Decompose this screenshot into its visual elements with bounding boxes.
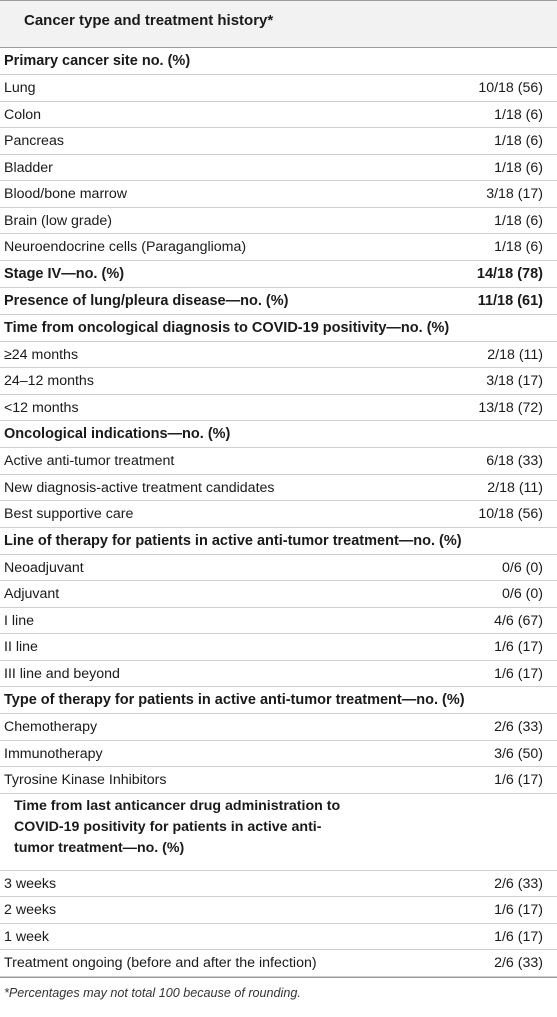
table-row xyxy=(0,714,557,741)
table-row xyxy=(0,342,557,369)
row-value: 14/18 (78) xyxy=(476,265,543,282)
section-row xyxy=(0,794,557,871)
row-label: <12 months xyxy=(4,399,79,416)
table-row xyxy=(0,634,557,661)
row-value: 1/6 (17) xyxy=(494,928,543,945)
row-label: I line xyxy=(4,612,34,629)
row-value: 3/18 (17) xyxy=(486,186,543,202)
table-row xyxy=(0,741,557,768)
row-label: Best supportive care xyxy=(4,506,134,522)
table-row xyxy=(0,448,557,475)
section-row xyxy=(0,48,557,75)
row-label: Colon xyxy=(4,106,42,123)
table-row xyxy=(0,871,557,898)
row-value: 1/6 (17) xyxy=(494,902,543,918)
table-row xyxy=(0,924,557,951)
row-value: 4/6 (67) xyxy=(494,612,543,629)
table-row xyxy=(0,128,557,155)
table-row xyxy=(0,234,557,261)
table-row xyxy=(0,555,557,582)
row-label: Bladder xyxy=(4,159,53,176)
table-row xyxy=(0,75,557,102)
row-value: 1/18 (6) xyxy=(494,212,543,229)
row-value: 2/6 (33) xyxy=(494,719,543,735)
row-label: 24–12 months xyxy=(4,373,94,389)
table-row xyxy=(0,950,557,977)
row-label: Line of therapy for patients in active anti-tumor treatment—no. (%) xyxy=(4,532,462,549)
row-label: III line and beyond xyxy=(4,665,120,682)
row-label: Lung xyxy=(4,80,36,96)
row-value: 1/6 (17) xyxy=(494,665,543,682)
table-header xyxy=(0,0,557,48)
row-label: Neuroendocrine cells (Paraganglioma) xyxy=(4,239,247,255)
table-row xyxy=(0,368,557,395)
row-label: Neoadjuvant xyxy=(4,559,84,576)
row-value: 1/18 (6) xyxy=(494,133,543,149)
row-value: 1/18 (6) xyxy=(494,106,543,123)
table-row xyxy=(0,767,557,794)
row-label: 3 weeks xyxy=(4,875,57,892)
row-value: 10/18 (56) xyxy=(478,506,543,522)
table-footnote: *Percentages may not total 100 because of rounding. xyxy=(0,977,557,1017)
row-label: II line xyxy=(4,639,38,655)
header-title: Cancer type and treatment history* xyxy=(24,12,274,29)
row-label: Time from oncological diagnosis to COVID-19 positivity—no. (%) xyxy=(4,319,450,336)
row-label: Chemotherapy xyxy=(4,719,98,735)
table-row xyxy=(0,501,557,528)
row-value: 1/18 (6) xyxy=(494,159,543,176)
section-row xyxy=(0,288,557,315)
row-value: 2/6 (33) xyxy=(494,955,543,971)
row-label: Adjuvant xyxy=(4,586,60,602)
row-value: 2/18 (11) xyxy=(487,479,543,496)
section-row xyxy=(0,528,557,555)
row-value: 0/6 (0) xyxy=(501,586,543,602)
row-value: 3/18 (17) xyxy=(486,373,543,389)
table-row xyxy=(0,608,557,635)
section-row xyxy=(0,261,557,288)
table-row xyxy=(0,475,557,502)
section-row xyxy=(0,315,557,342)
table-row xyxy=(0,155,557,182)
row-label: Oncological indications—no. (%) xyxy=(4,426,231,442)
table-row xyxy=(0,181,557,208)
row-label: Brain (low grade) xyxy=(4,212,113,229)
row-value: 3/6 (50) xyxy=(494,745,543,762)
table-row xyxy=(0,581,557,608)
row-label: Tyrosine Kinase Inhibitors xyxy=(4,772,167,788)
row-label: ≥24 months xyxy=(4,346,79,363)
row-label: Immunotherapy xyxy=(4,745,103,762)
table-row xyxy=(0,102,557,129)
row-label: Primary cancer site no. (%) xyxy=(4,53,191,69)
row-label: New diagnosis-active treatment candidates xyxy=(4,479,275,496)
row-label: Blood/bone marrow xyxy=(4,186,128,202)
row-label: 2 weeks xyxy=(4,902,57,918)
row-label: Treatment ongoing (before and after the infection) xyxy=(4,955,317,971)
row-value: 10/18 (56) xyxy=(478,80,543,96)
row-label: Presence of lung/pleura disease—no. (%) xyxy=(4,292,289,309)
row-label: Type of therapy for patients in active anti-tumor treatment—no. (%) xyxy=(4,692,465,708)
row-label: Active anti-tumor treatment xyxy=(4,453,175,469)
row-label: Pancreas xyxy=(4,133,64,149)
row-value: 2/18 (11) xyxy=(487,346,543,363)
table-row xyxy=(0,897,557,924)
row-value: 1/6 (17) xyxy=(494,772,543,788)
row-value: 0/6 (0) xyxy=(501,559,543,576)
table-body xyxy=(0,48,557,977)
table-row xyxy=(0,395,557,422)
section-row xyxy=(0,421,557,448)
row-value: 1/6 (17) xyxy=(494,639,543,655)
table-row xyxy=(0,208,557,235)
row-label: 1 week xyxy=(4,928,49,945)
table-row xyxy=(0,661,557,688)
row-value: 1/18 (6) xyxy=(494,239,543,255)
section-row xyxy=(0,687,557,714)
row-label: Time from last anticancer drug administration to COVID-19 positivity for patients in active anti-tumor treatment—no. (%) xyxy=(14,797,341,856)
row-value: 2/6 (33) xyxy=(494,875,543,892)
row-value: 11/18 (61) xyxy=(477,292,543,309)
row-value: 6/18 (33) xyxy=(486,453,543,469)
row-value: 13/18 (72) xyxy=(478,399,543,416)
row-label: Stage IV—no. (%) xyxy=(4,265,125,282)
